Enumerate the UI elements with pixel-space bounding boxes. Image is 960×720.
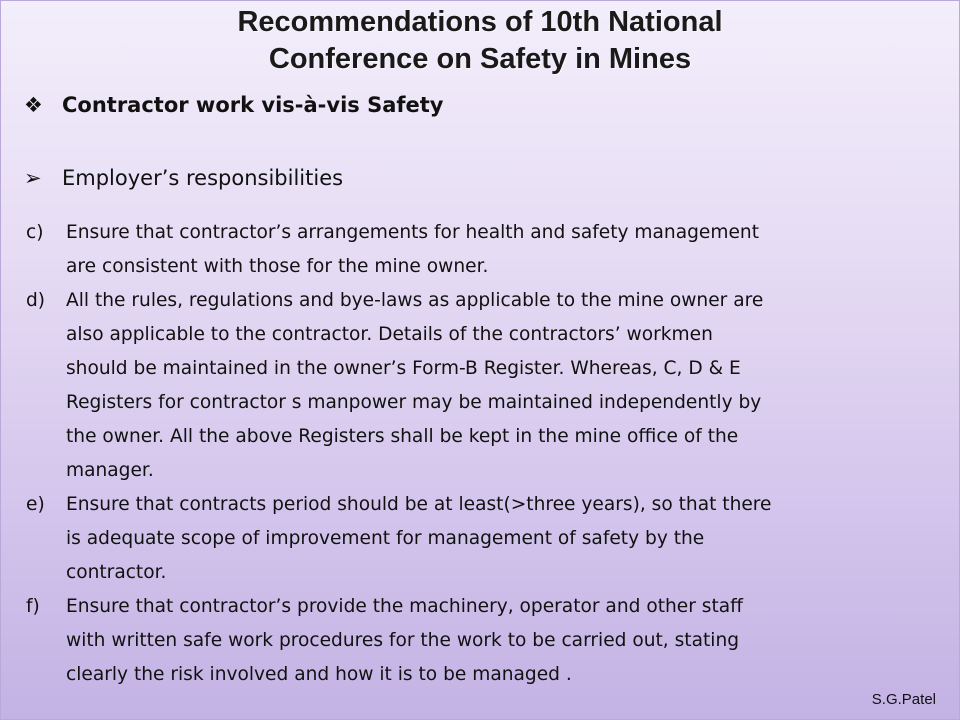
list-item-c (26, 216, 946, 284)
item-line: All the rules, regulations and bye-laws as applicable to the mine owner are (66, 290, 764, 311)
item-line: also applicable to the contractor. Details of the contractors’ workmen (66, 324, 713, 345)
item-line: manager. (66, 460, 154, 481)
diamond-bullet-icon: ❖ (24, 93, 43, 117)
item-line: clearly the risk involved and how it is to be managed . (66, 664, 572, 685)
item-line: Ensure that contractor’s provide the machinery, operator and other staff (66, 596, 743, 617)
subheading-employer-responsibilities (24, 163, 343, 193)
list-item-f (26, 590, 946, 692)
subheading-contractor-work (24, 90, 444, 120)
item-label: c) (26, 222, 44, 243)
item-text (66, 216, 946, 284)
list-item-e (26, 488, 946, 590)
item-text (66, 488, 946, 590)
subheading-text: Employer’s responsibilities (62, 166, 344, 190)
item-line: Ensure that contracts period should be at least(>three years), so that there (66, 494, 772, 515)
title-line-1: Recommendations of 10th National (237, 6, 723, 38)
arrow-bullet-icon: ➢ (24, 166, 42, 190)
item-line: should be maintained in the owner’s Form-B Register. Whereas, C, D & E (66, 358, 741, 379)
item-text (66, 284, 946, 488)
item-label: d) (26, 290, 46, 311)
slide-title (0, 4, 960, 78)
item-line: is adequate scope of improvement for management of safety by the (66, 528, 705, 549)
item-line: Registers for contractor s manpower may be maintained independently by (66, 392, 762, 413)
item-line: Ensure that contractor’s arrangements for health and safety management (66, 222, 759, 243)
item-line: are consistent with those for the mine owner. (66, 256, 489, 277)
list-item-d (26, 284, 946, 488)
item-line: contractor. (66, 562, 167, 583)
item-line: the owner. All the above Registers shall be kept in the mine office of the (66, 426, 739, 447)
item-text (66, 590, 946, 692)
item-label: e) (26, 494, 45, 515)
subheading-text: Contractor work vis-à-vis Safety (62, 93, 444, 117)
item-line: with written safe work procedures for the work to be carried out, stating (66, 630, 740, 651)
item-label: f) (26, 596, 40, 617)
responsibility-list (26, 216, 946, 692)
title-line-2: Conference on Safety in Mines (268, 43, 692, 75)
author-footer: S.G.Patel (871, 691, 936, 708)
